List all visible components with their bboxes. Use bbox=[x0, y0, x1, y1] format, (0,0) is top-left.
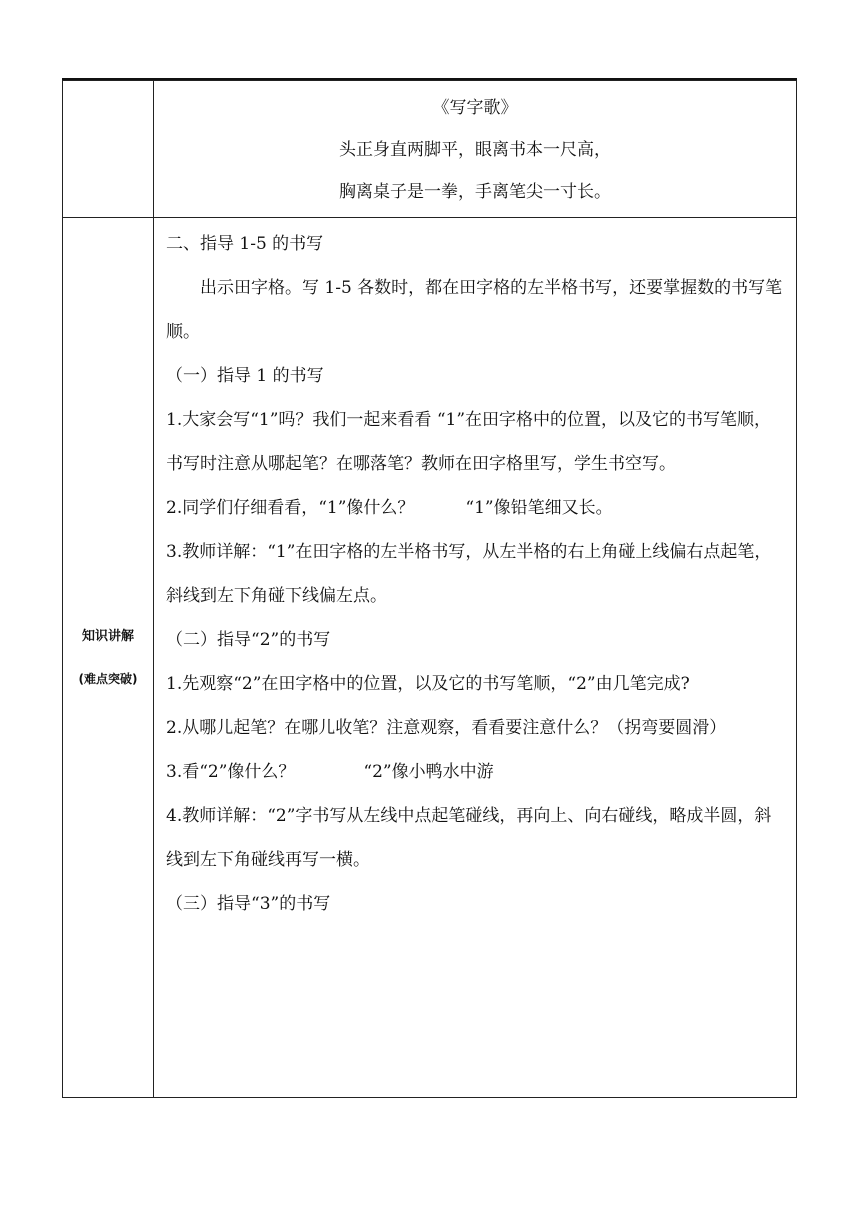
sub1-paragraph-3: 3.教师详解：“1”在田字格的左半格书写，从左半格的右上角碰上线偏右点起笔，斜线到左下角碰下线偏左点。 bbox=[166, 542, 772, 606]
poem-line-1: 头正身直两脚平，眼离书本一尺高， bbox=[339, 140, 611, 160]
sub1-paragraph-1: 1.大家会写“1”吗？我们一起来看看 “1”在田字格中的位置，以及它的书写笔顺，书写时注意从哪起笔？在哪落笔？教师在田字格里写，学生书空写。 bbox=[166, 410, 772, 474]
poem-cell bbox=[154, 81, 797, 218]
section-label-main: 知识讲解 bbox=[81, 628, 134, 644]
poem-row bbox=[63, 81, 797, 218]
sub3-title: （三）指导“3”的书写 bbox=[166, 894, 331, 914]
sub1-title: （一）指导 1 的书写 bbox=[166, 366, 324, 386]
sub2-title: （二）指导“2”的书写 bbox=[166, 630, 331, 650]
poem-line-2: 胸离桌子是一拳，手离笔尖一寸长。 bbox=[339, 182, 611, 202]
sub2-paragraph-3: 3.看“2”像什么？ “2”像小鸭水中游 bbox=[166, 762, 494, 782]
intro-paragraph: 出示田字格。写 1-5 各数时，都在田字格的左半格书写，还要掌握数的书写笔顺。 bbox=[166, 278, 783, 342]
sub2-paragraph-4: 4.教师详解：“2”字书写从左线中点起笔碰线，再向上、向右碰线，略成半圆，斜线到左下角碰线再写一横。 bbox=[166, 806, 772, 870]
sub2-paragraph-1: 1.先观察“2”在田字格中的位置，以及它的书写笔顺，“2”由几笔完成? bbox=[166, 674, 690, 694]
lesson-table bbox=[62, 80, 797, 1098]
sub1-paragraph-2: 2.同学们仔细看看，“1”像什么？ “1”像铅笔细又长。 bbox=[166, 498, 613, 518]
knowledge-row bbox=[63, 218, 797, 1098]
poem-label-cell bbox=[63, 81, 154, 218]
section-label-cell bbox=[63, 218, 154, 1098]
poem-title: 《写字歌》 bbox=[432, 98, 518, 118]
section-label-sub: (难点突破) bbox=[78, 671, 138, 686]
content-heading: 二、指导 1-5 的书写 bbox=[166, 234, 324, 254]
sub2-paragraph-2: 2.从哪儿起笔？在哪儿收笔？注意观察，看看要注意什么？（拐弯要圆滑） bbox=[166, 718, 727, 738]
content-cell bbox=[154, 218, 797, 1098]
